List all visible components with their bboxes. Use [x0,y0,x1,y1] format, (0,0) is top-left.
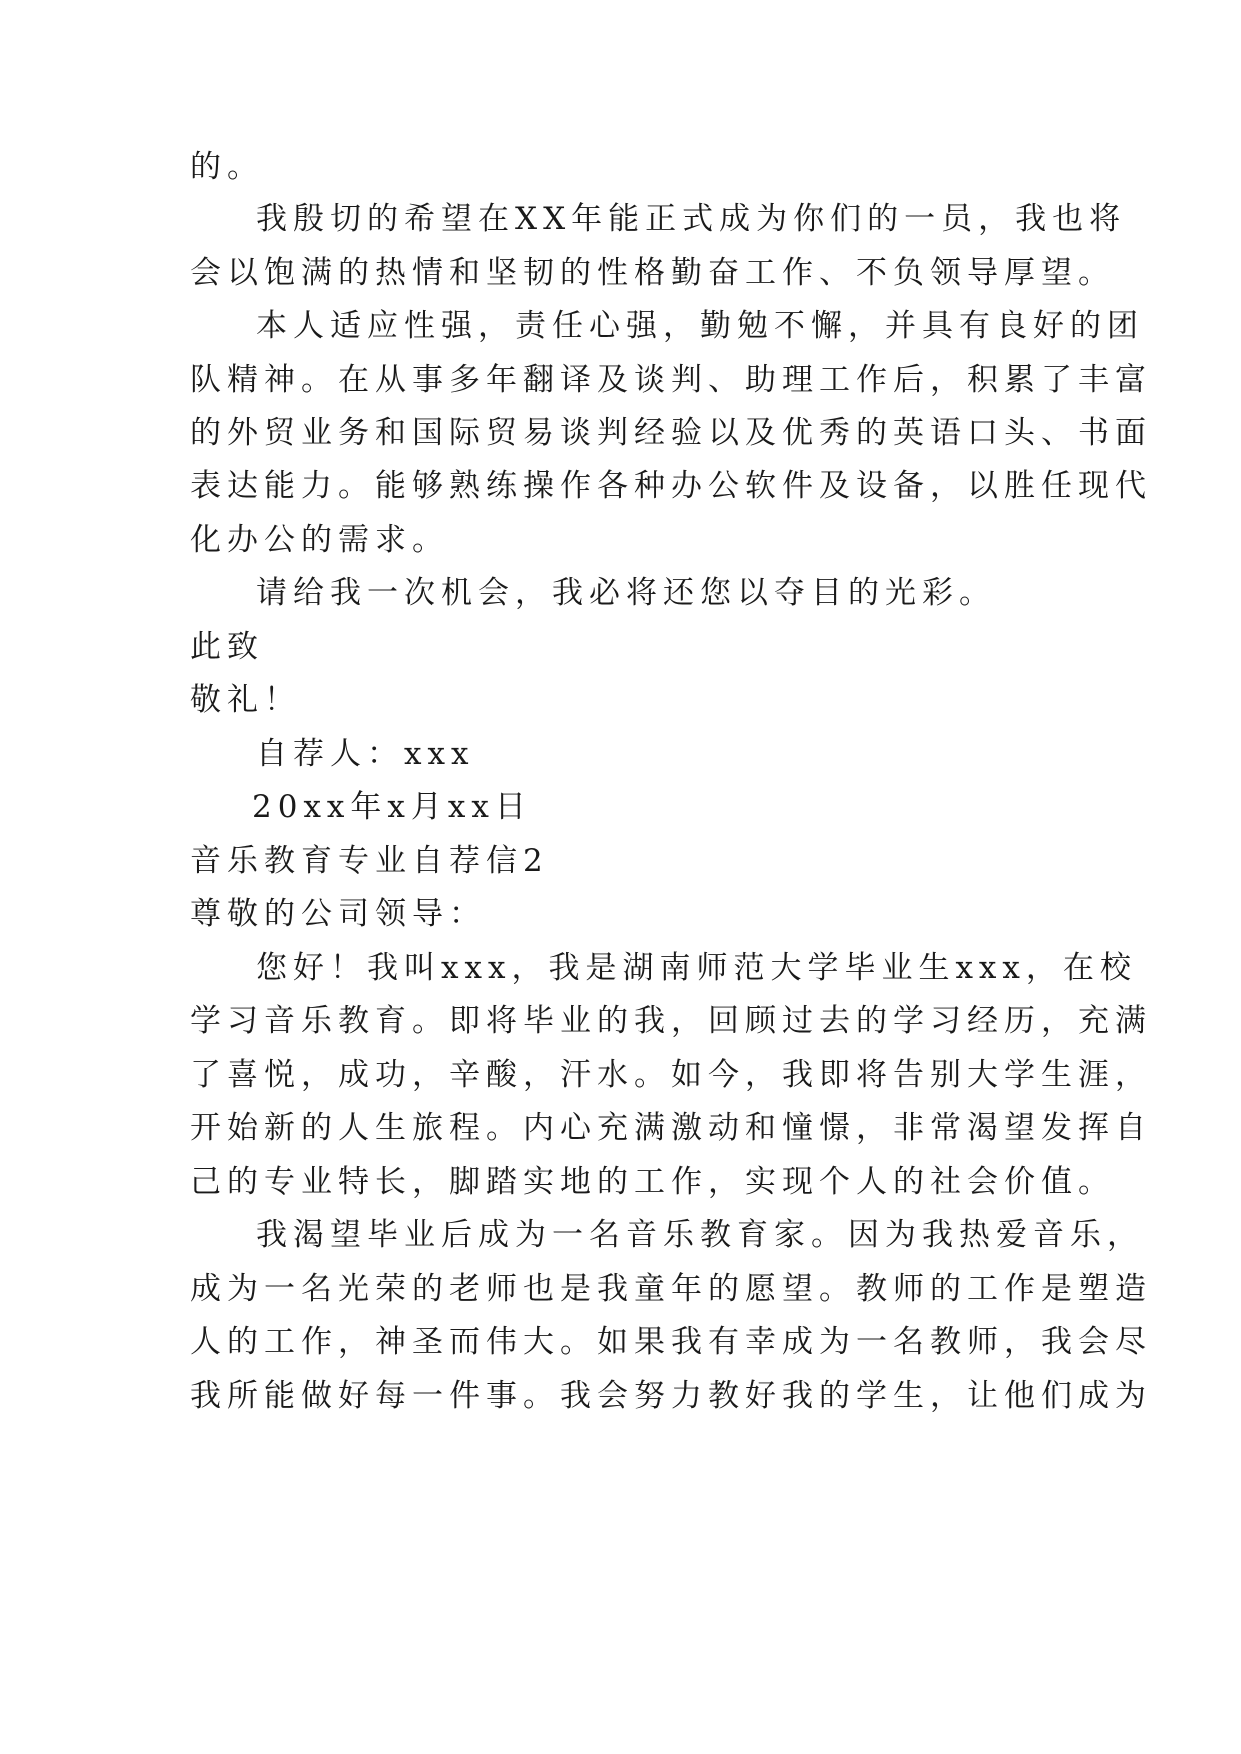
paragraph-line: 队精神。在从事多年翻译及谈判、助理工作后，积累了丰富 [190,362,1152,398]
paragraph-line: 成为一名光荣的老师也是我童年的愿望。教师的工作是塑造 [190,1271,1152,1307]
paragraph-line: 会以饱满的热情和坚韧的性格勤奋工作、不负领导厚望。 [190,255,1115,291]
paragraph-line: 人的工作，神圣而伟大。如果我有幸成为一名教师，我会尽 [190,1324,1152,1360]
paragraph-line: 您好！我叫xxx，我是湖南师范大学毕业生xxx，在校 [256,950,1137,986]
paragraph-line: 了喜悦，成功，辛酸，汗水。如今，我即将告别大学生涯， [190,1057,1152,1093]
paragraph-line: 我殷切的希望在XX年能正式成为你们的一员，我也将 [256,201,1127,237]
paragraph-line: 表达能力。能够熟练操作各种办公软件及设备，以胜任现代 [190,468,1152,504]
closing-line: 此致 [190,629,264,665]
date-line: 20xx年x月xx日 [252,789,532,825]
paragraph-line: 己的专业特长，脚踏实地的工作，实现个人的社会价值。 [190,1164,1115,1200]
paragraph-line: 本人适应性强，责任心强，勤勉不懈，并具有良好的团 [256,308,1144,344]
paragraph-line: 化办公的需求。 [190,522,449,558]
paragraph-line: 我所能做好每一件事。我会努力教好我的学生，让他们成为 [190,1378,1152,1414]
paragraph-line: 学习音乐教育。即将毕业的我，回顾过去的学习经历，充满 [190,1003,1152,1039]
signer-line: 自荐人：xxx [256,736,475,772]
paragraph-line: 我渴望毕业后成为一名音乐教育家。因为我热爱音乐， [256,1217,1144,1253]
paragraph-line: 请给我一次机会，我必将还您以夺目的光彩。 [256,575,996,611]
salutation: 尊敬的公司领导： [190,896,486,932]
closing-line: 敬礼！ [190,682,301,718]
letter-title: 音乐教育专业自荐信2 [190,843,549,879]
paragraph-line: 的外贸业务和国际贸易谈判经验以及优秀的英语口头、书面 [190,415,1152,451]
paragraph-line: 的。 [190,149,264,185]
paragraph-line: 开始新的人生旅程。内心充满激动和憧憬，非常渴望发挥自 [190,1110,1152,1146]
